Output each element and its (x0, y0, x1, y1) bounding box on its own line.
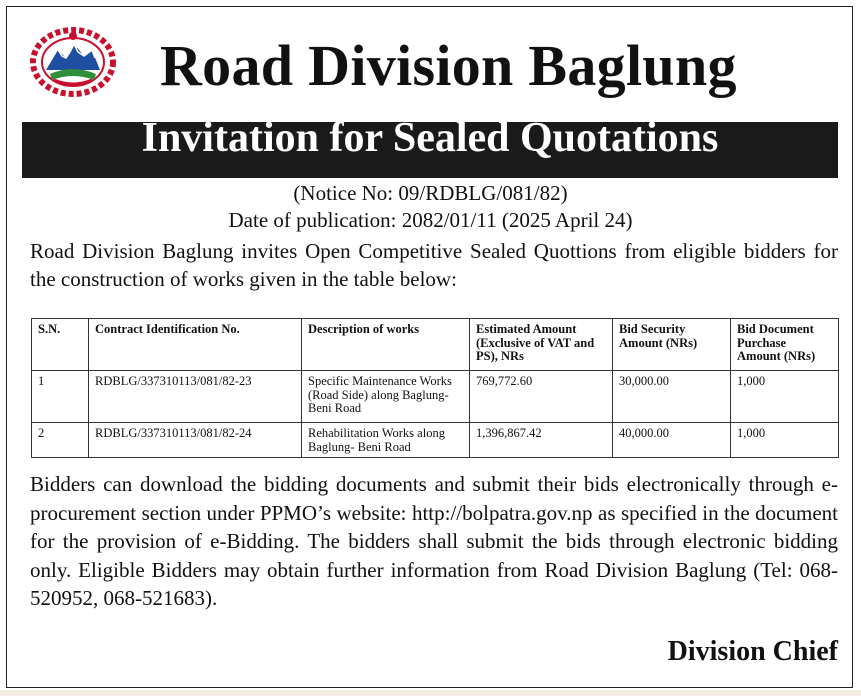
cell-contract-id: RDBLG/337310113/081/82-24 (89, 423, 302, 458)
header-sn: S.N. (32, 319, 89, 371)
cell-sn: 2 (32, 423, 89, 458)
page-bottom-strip (0, 690, 861, 696)
cell-contract-id: RDBLG/337310113/081/82-23 (89, 371, 302, 423)
nepal-government-emblem-icon (28, 26, 118, 98)
organization-title: Road Division Baglung (160, 33, 737, 98)
cell-description: Specific Maintenance Works (Road Side) along Baglung- Beni Road (302, 371, 470, 423)
table-row (32, 371, 839, 423)
cell-sn: 1 (32, 371, 89, 423)
header-estimated-amount: Estimated Amount (Exclusive of VAT and PS), NRs (470, 319, 613, 371)
header-description: Description of works (302, 319, 470, 371)
cell-bid-security: 30,000.00 (613, 371, 731, 423)
instructions-paragraph: Bidders can download the bidding documents and submit their bids electronically through e-procurement section under PPMO’s website: http://bolpatra.gov.np as specified in the document for the provision of e-Bidding. The bidders shall submit the bids through electronic bidding only. Eligible Bidders may obtain further information from Road Division Baglung (Tel: 068-520952, 068-521683). (30, 472, 838, 610)
table-row (32, 423, 839, 458)
cell-bid-document: 1,000 (731, 371, 839, 423)
publication-date: Date of publication: 2082/01/11 (2025 April 24) (228, 208, 633, 232)
banner-title: Invitation for Sealed Quotations (141, 115, 719, 161)
cell-bid-security: 40,000.00 (613, 423, 731, 458)
header-bid-security: Bid Security Amount (NRs) (613, 319, 731, 371)
header-bid-document: Bid Document Purchase Amount (NRs) (731, 319, 839, 371)
intro-paragraph: Road Division Baglung invites Open Competitive Sealed Quottions from eligible bidders for the construction of works given in the table below: (30, 239, 838, 291)
works-table (31, 318, 839, 458)
cell-estimated-amount: 1,396,867.42 (470, 423, 613, 458)
notice-number: (Notice No: 09/RDBLG/081/82) (293, 181, 568, 205)
header-contract-id: Contract Identification No. (89, 319, 302, 371)
table-header-row (32, 319, 839, 371)
cell-bid-document: 1,000 (731, 423, 839, 458)
signature-title: Division Chief (667, 636, 838, 667)
cell-estimated-amount: 769,772.60 (470, 371, 613, 423)
cell-description: Rehabilitation Works along Baglung- Beni Road (302, 423, 470, 458)
